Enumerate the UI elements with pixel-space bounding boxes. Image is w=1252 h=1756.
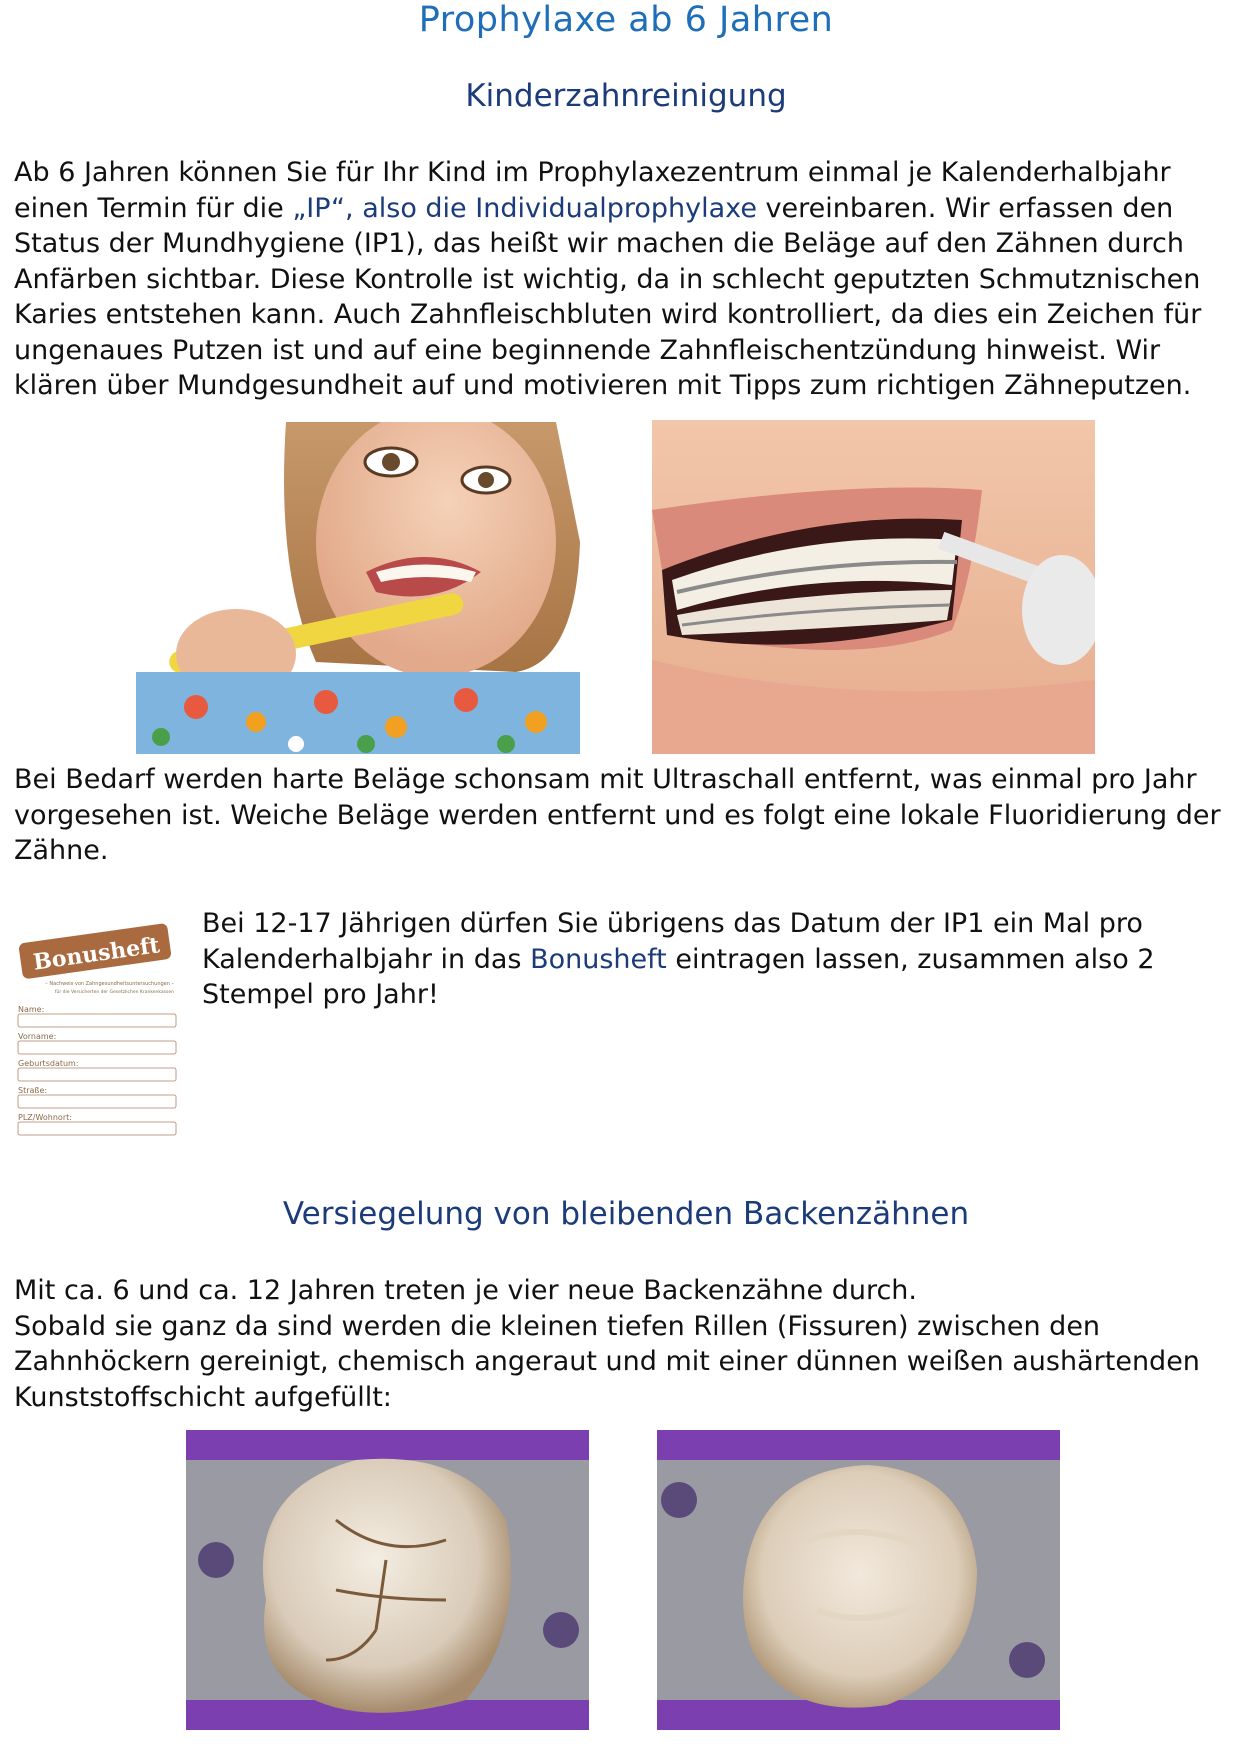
- bonusheft-label: Bonusheft: [31, 932, 162, 976]
- paragraph-intro: [14, 155, 1244, 404]
- intro-text-start: Ab 6 Jahren können Sie für Ihr Kind im Prophylaxezentrum einmal je Kalenderhalbjahr einen Termin für die: [14, 157, 1171, 224]
- page-title: Prophylaxe ab 6 Jahren: [418, 0, 834, 40]
- bonusheft-field-name: Name:: [18, 1005, 45, 1014]
- child-brushing-photo: [136, 422, 580, 754]
- intro-text-end: vereinbaren. Wir erfassen den Status der Mundhygiene (IP1), das heißt wir machen die Beläge auf den Zähnen durch Anfärben sichtbar. Diese Kontrolle ist wichtig, da in schlecht geputzten Schmutznischen Karies entstehen kann. Auch Zahnfleischbluten wird kontrolliert, da dies ein Zeichen für ungenaues Putzen ist und auf eine beginnende Zahnfleischentzündung hinweist. Wir klären über Mundgesundheit auf und motivieren mit Tipps zum richtigen Zähneputzen.: [14, 192, 1202, 401]
- braces-photo: [652, 420, 1095, 754]
- paragraph-ultrasound: [14, 762, 1244, 869]
- bonusheft-text-start: Bei 12-17 Jährigen dürfen Sie übrigens das Datum der IP1 ein Mal pro Kalenderhalbjahr in das: [202, 908, 1143, 975]
- sealing-text-line1: Mit ca. 6 und ca. 12 Jahren treten je vier neue Backenzähne durch.: [14, 1275, 917, 1306]
- bonusheft-text-end: eintragen lassen, zusammen also 2 Stempel pro Jahr!: [202, 943, 1155, 1010]
- bonusheft-link-text: Bonusheft: [530, 943, 667, 975]
- molar-after-photo: [657, 1430, 1060, 1730]
- bonusheft-subtitle: – Nachweis von Zahngesundheitsuntersuchungen –: [45, 981, 174, 987]
- section-heading-kinderzahnreinigung: Kinderzahnreinigung: [465, 78, 787, 114]
- sealing-text-line2: Sobald sie ganz da sind werden die kleinen tiefen Rillen (Fissuren) zwischen den Zahnhöckern gereinigt, chemisch angeraut und mit einer dünnen weißen aushärtenden Kunststoffschicht aufgefüllt:: [14, 1310, 1200, 1413]
- bonusheft-field-plz: PLZ/Wohnort:: [18, 1113, 72, 1122]
- bonusheft-subtitle2: für die Versicherten der Gesetzlichen Krankenkassen: [54, 990, 174, 995]
- bonusheft-field-vorname: Vorname:: [18, 1032, 57, 1041]
- molar-before-photo: [186, 1430, 589, 1730]
- ultrasound-text: Bei Bedarf werden harte Beläge schonsam mit Ultraschall entfernt, was einmal pro Jahr vorgesehen ist. Weiche Beläge werden entfernt und es folgt eine lokale Fluoridierung der Zähne.: [14, 764, 1221, 866]
- paragraph-sealing: [14, 1273, 1244, 1415]
- section-heading-versiegelung: Versiegelung von bleibenden Backenzähnen: [282, 1196, 970, 1232]
- bonusheft-image: [16, 913, 178, 1153]
- bonusheft-field-strasse: Straße:: [18, 1086, 48, 1095]
- bonusheft-field-geburtsdatum: Geburtsdatum:: [18, 1059, 79, 1068]
- ip-link-text: „IP“, also die Individualprophylaxe: [292, 192, 757, 224]
- paragraph-bonusheft: [202, 906, 1242, 1013]
